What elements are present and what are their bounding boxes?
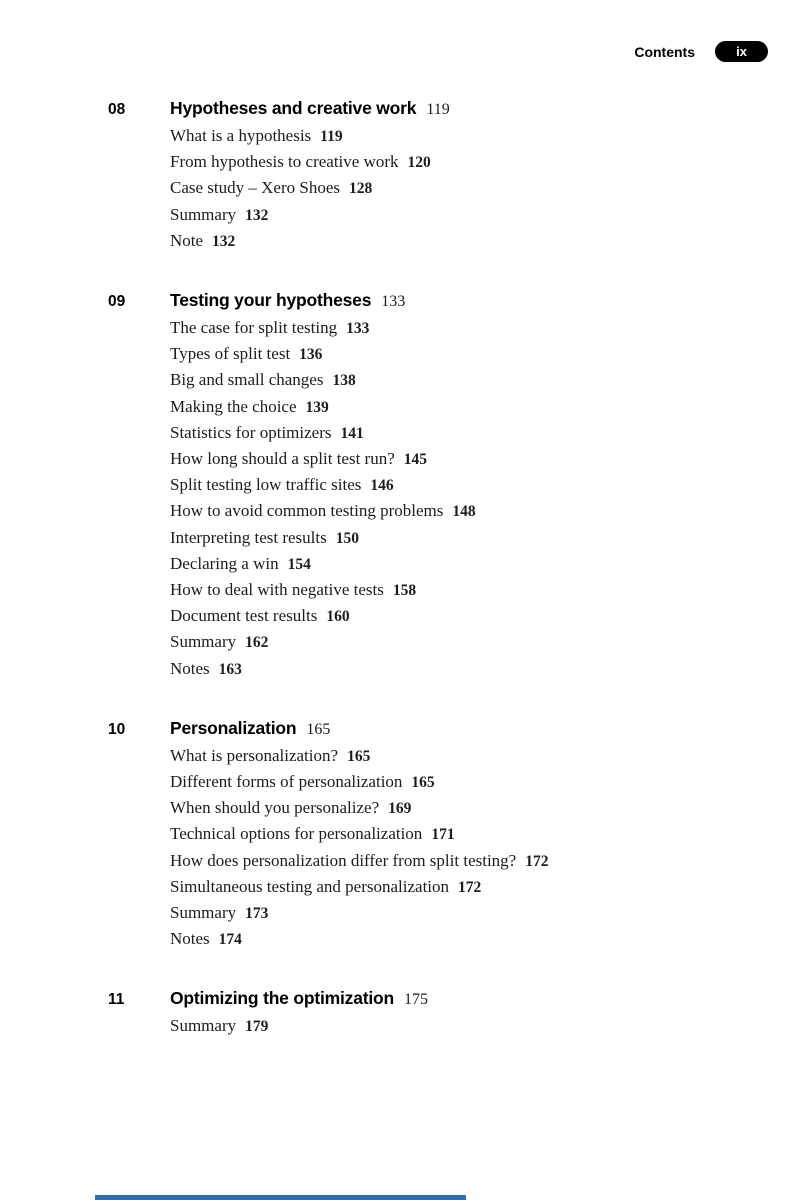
toc-entry xyxy=(170,1013,748,1039)
toc-entry-label: Summary xyxy=(170,632,237,652)
chapter-heading-row xyxy=(108,985,748,1013)
toc-entry-label: Making the choice xyxy=(170,396,297,416)
toc-entry-page-number: 145 xyxy=(403,451,428,469)
page-number-badge: ix xyxy=(715,41,768,62)
toc-entry xyxy=(170,603,748,629)
toc-entry xyxy=(170,551,748,577)
toc-entry-label: Notes xyxy=(170,929,210,949)
toc-entry-label: Split testing low traffic sites xyxy=(170,475,362,495)
chapter-entries xyxy=(170,743,748,953)
toc-entry-label: Statistics for optimizers xyxy=(170,422,332,442)
toc-entry-label: Interpreting test results xyxy=(170,527,327,547)
toc-entry-page-number: 165 xyxy=(411,774,435,792)
toc-entry-label: How does personalization differ from split testing? xyxy=(170,850,517,870)
toc-entry-label: Big and small changes xyxy=(170,370,324,390)
toc-entry xyxy=(170,446,748,472)
footer-accent-bar xyxy=(95,1195,466,1200)
chapter-number: 11 xyxy=(108,991,125,1009)
toc-entry-page-number: 171 xyxy=(431,826,455,844)
toc-entry xyxy=(170,848,748,874)
toc-entry xyxy=(170,821,748,847)
toc-entry-page-number: 160 xyxy=(326,608,350,626)
chapter-page-number: 133 xyxy=(381,293,406,311)
toc-entry xyxy=(170,769,748,795)
toc-entry xyxy=(170,149,748,175)
toc-entry-page-number: 119 xyxy=(320,128,343,145)
toc-entry xyxy=(170,656,748,682)
toc-entry-label: From hypothesis to creative work xyxy=(170,152,399,172)
toc-entry-page-number: 172 xyxy=(458,878,482,896)
toc-entry-page-number: 136 xyxy=(299,346,323,364)
toc-entry xyxy=(170,743,748,769)
toc-entry-page-number: 173 xyxy=(245,905,269,923)
chapter-heading-row xyxy=(108,287,748,315)
toc-entry-label: Different forms of personalization xyxy=(170,772,403,792)
toc-entry-label: What is a hypothesis xyxy=(170,126,312,145)
chapter-page-number: 175 xyxy=(404,991,429,1009)
toc-entry-label: Types of split test xyxy=(170,344,291,364)
toc-entry-label: Technical options for personalization xyxy=(170,824,423,844)
toc-entry xyxy=(170,315,748,341)
chapter-title-text: Optimizing the optimization xyxy=(170,988,395,1009)
chapter-entries xyxy=(170,1013,748,1039)
toc-entry-label: When should you personalize? xyxy=(170,798,380,818)
toc-entry-label: How to deal with negative tests xyxy=(170,580,384,600)
chapter-title xyxy=(170,287,405,315)
toc-entry-label: Summary xyxy=(170,204,237,224)
toc-chapter xyxy=(108,287,748,682)
toc-entry xyxy=(170,900,748,926)
toc-entry xyxy=(170,629,748,655)
toc-entry-label: Summary xyxy=(170,903,237,923)
toc-entry xyxy=(170,472,748,498)
toc-chapter xyxy=(108,715,748,953)
toc-entry-page-number: 169 xyxy=(388,800,412,818)
chapter-page-number: 119 xyxy=(426,101,450,118)
chapter-number: 10 xyxy=(108,720,126,738)
toc-entry xyxy=(170,175,748,201)
toc-entry-page-number: 128 xyxy=(348,180,373,198)
toc-entry-page-number: 172 xyxy=(525,852,549,870)
toc-entry-label: Summary xyxy=(170,1016,237,1036)
chapter-title-text: Personalization xyxy=(170,717,297,738)
chapter-number: 08 xyxy=(108,101,126,118)
chapter-entries xyxy=(170,315,748,682)
toc-entry-page-number: 165 xyxy=(347,747,371,765)
toc-entry xyxy=(170,577,748,603)
toc-entry-page-number: 120 xyxy=(407,154,431,172)
chapter-heading-row xyxy=(108,715,748,743)
toc-chapter xyxy=(108,95,748,254)
chapter-title-text: Testing your hypotheses xyxy=(170,290,372,311)
toc-entry-page-number: 138 xyxy=(332,372,356,390)
toc-entry xyxy=(170,795,748,821)
toc-entry-label: How long should a split test run? xyxy=(170,449,395,469)
chapter-heading-row xyxy=(108,95,748,123)
toc-chapter xyxy=(108,985,748,1039)
chapter-title xyxy=(170,985,428,1013)
toc-entry-page-number: 163 xyxy=(218,660,242,678)
page-header xyxy=(634,41,768,62)
toc-entry-page-number: 141 xyxy=(340,424,364,442)
chapter-title xyxy=(170,715,330,743)
toc-entry-page-number: 133 xyxy=(346,320,370,338)
toc-entry xyxy=(170,498,748,524)
chapter-page-number: 165 xyxy=(306,720,331,738)
chapter-entries xyxy=(170,123,748,254)
toc-entry xyxy=(170,123,748,149)
toc-entry-page-number: 150 xyxy=(335,529,359,547)
toc-entry xyxy=(170,367,748,393)
toc-entry-page-number: 179 xyxy=(245,1018,269,1036)
running-header-title: Contents xyxy=(634,43,695,60)
toc-entry-label: Case study – Xero Shoes xyxy=(170,178,340,198)
toc-entry-label: Declaring a win xyxy=(170,553,279,573)
toc-list xyxy=(108,95,748,1040)
chapter-title-text: Hypotheses and creative work xyxy=(170,98,417,118)
toc-entry-label: Notes xyxy=(170,658,210,678)
toc-entry xyxy=(170,394,748,420)
toc-entry-page-number: 162 xyxy=(245,634,269,652)
toc-entry-label: What is personalization? xyxy=(170,745,339,765)
toc-entry xyxy=(170,202,748,228)
chapter-number: 09 xyxy=(108,293,126,311)
toc-entry-page-number: 148 xyxy=(452,503,476,521)
toc-entry-label: Note xyxy=(170,230,204,250)
toc-entry-page-number: 132 xyxy=(212,232,236,250)
toc-entry-page-number: 146 xyxy=(370,477,394,495)
toc-entry-label: Document test results xyxy=(170,606,318,626)
toc-entry-page-number: 158 xyxy=(392,582,417,600)
toc-entry xyxy=(170,228,748,254)
toc-entry xyxy=(170,420,748,446)
toc-entry xyxy=(170,874,748,900)
toc-entry-page-number: 132 xyxy=(245,206,269,224)
toc-entry xyxy=(170,926,748,952)
toc-entry-label: The case for split testing xyxy=(170,318,338,338)
toc-entry-page-number: 174 xyxy=(218,931,242,949)
toc-entry-page-number: 154 xyxy=(287,555,311,573)
toc-entry-label: How to avoid common testing problems xyxy=(170,501,444,521)
toc-entry xyxy=(170,341,748,367)
chapter-title xyxy=(170,95,450,123)
toc-entry-page-number: 139 xyxy=(305,398,329,416)
toc-entry xyxy=(170,525,748,551)
toc-entry-label: Simultaneous testing and personalization xyxy=(170,876,450,896)
